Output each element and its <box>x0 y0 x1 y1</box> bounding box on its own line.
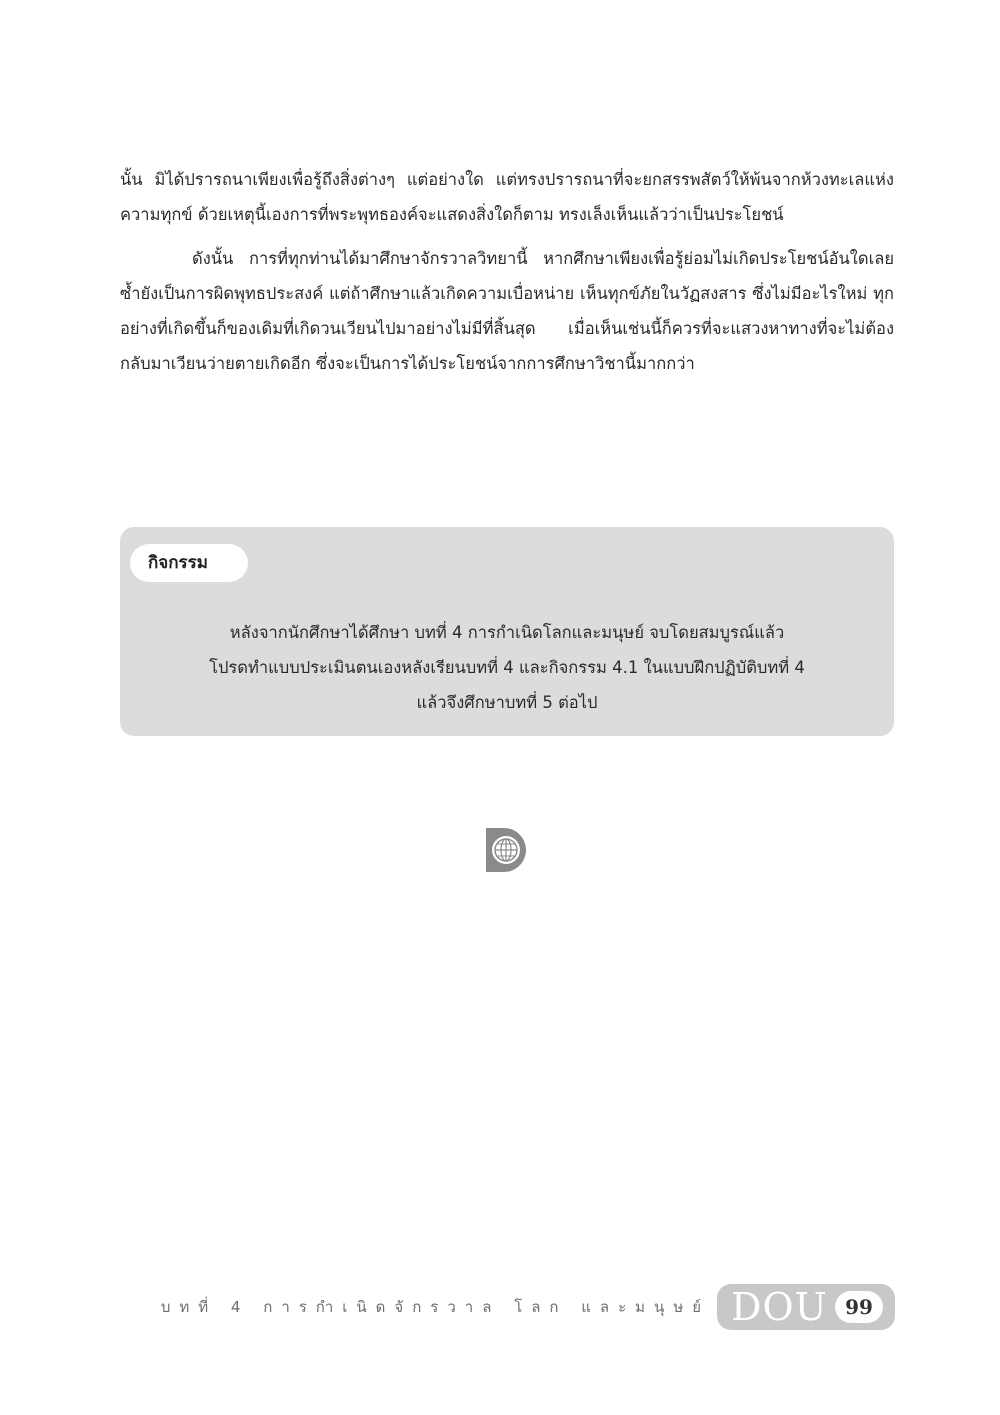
body-paragraph-2: ดังนั้น การที่ทุกท่านได้มาศึกษาจักรวาลวิทยานี้ หากศึกษาเพียงเพื่อรู้ย่อมไม่เกิดประโยชน์อันใดเลย ซ้ำยังเป็นการผิดพุทธประสงค์ แต่ถ้าศึกษาแล้วเกิดความเบื่อหน่าย เห็นทุกข์ภัยในวัฏสงสาร ซึ่งไม่มีอะไรใหม่ ทุกอย่างที่เกิดขึ้นก็ของเดิมที่เกิดวนเวียนไปมาอย่างไม่มีที่สิ้นสุด เมื่อเห็นเช่นนี้ก็ควรที่จะแสวงหาทางที่จะไม่ต้องกลับมาเวียนว่ายตายเกิดอีก ซึ่งจะเป็นการได้ประโยชน์จากการศึกษาวิชานี้มากกว่า <box>120 249 894 373</box>
activity-line-1: หลังจากนักศึกษาได้ศึกษา บทที่ 4 การกำเนิดโลกและมนุษย์ จบโดยสมบูรณ์แล้ว <box>229 623 785 642</box>
page-number: 99 <box>835 1291 883 1323</box>
activity-line-2: โปรดทำแบบประเมินตนเองหลังเรียนบทที่ 4 และกิจกรรม 4.1 ในแบบฝึกปฏิบัติบทที่ 4 <box>209 658 805 677</box>
activity-instructions <box>160 615 854 720</box>
dou-globe-logo-icon <box>484 826 532 874</box>
activity-box <box>120 527 894 736</box>
brand-logo-text: DOU <box>731 1285 828 1329</box>
activity-line-3: แล้วจึงศึกษาบทที่ 5 ต่อไป <box>416 693 598 712</box>
body-paragraph-1: นั้น มิได้ปรารถนาเพียงเพื่อรู้ถึงสิ่งต่างๆ แต่อย่างใด แต่ทรงปรารถนาที่จะยกสรรพสัตว์ให้พ้นจากห้วงทะเลแห่งความทุกข์ ด้วยเหตุนี้เองการที่พระพุทธองค์จะแสดงสิ่งใดก็ตาม ทรงเล็งเห็นแล้วว่าเป็นประโยชน์ <box>120 170 894 224</box>
footer-chapter-title: บทที่ 4 การกำเนิดจักรวาล โลก และมนุษย์ <box>160 1298 710 1316</box>
activity-tag: กิจกรรม <box>130 544 248 582</box>
footer-badge <box>717 1284 895 1330</box>
